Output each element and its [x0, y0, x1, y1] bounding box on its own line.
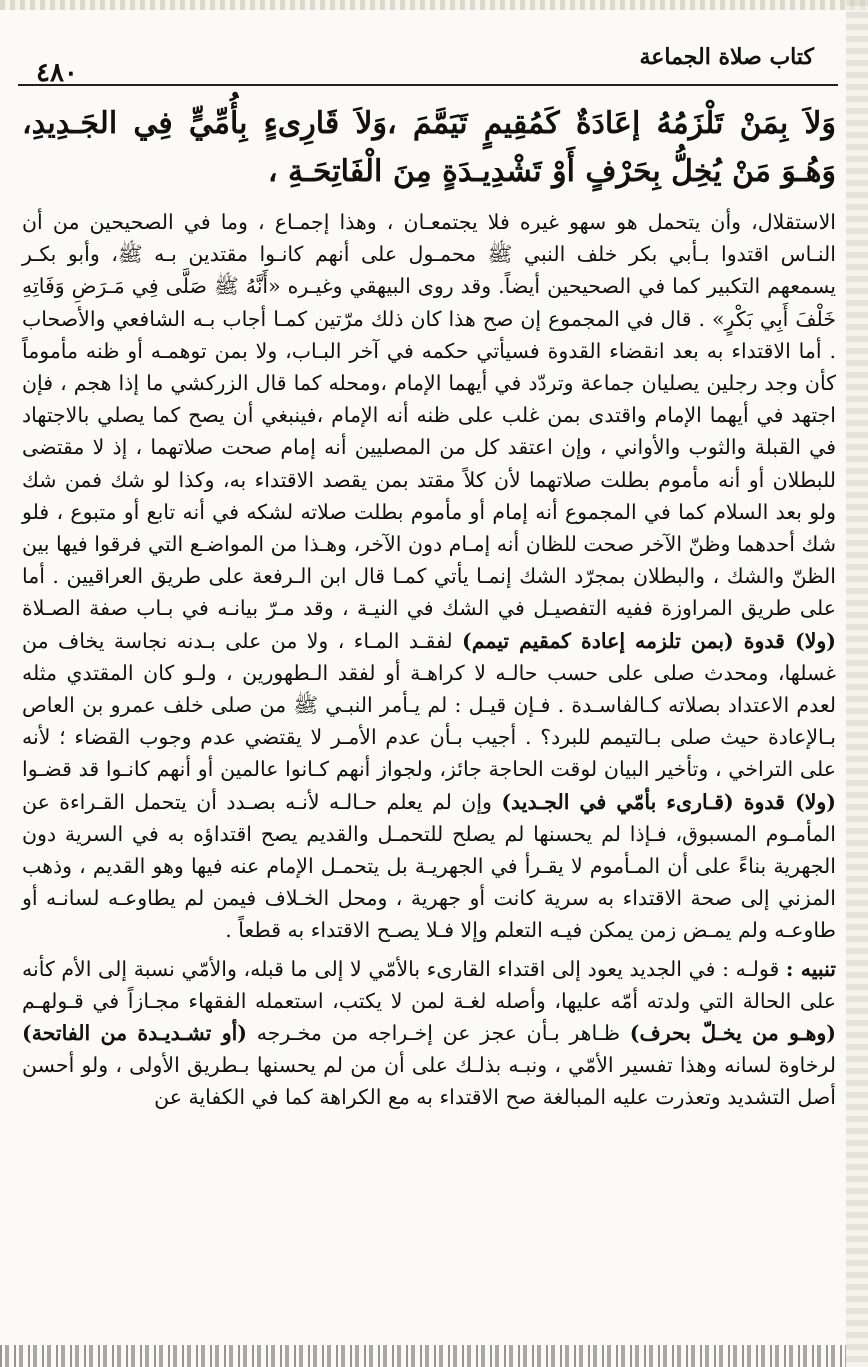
side-ornament-border: [846, 0, 868, 1367]
note-paragraph: [22, 953, 836, 1114]
running-header: [18, 40, 838, 88]
quoted-matn-bold: (ولا) قدوة (بمن تلزمه إعادة كمقيم تيمم): [462, 628, 836, 653]
note-segment: قولـه : في الجديد يعود إلى اقتداء القارىء بالأمّي لا إلى ما قبله، والأمّي نسبة إلى الأم كأنه على الحالة التي ولدته أمّه عليها، وأصله لغـة لمن لا يكتب، استعمله الفقهاء مجـازاً في قـولهـم: [22, 956, 836, 1013]
header-rule: [18, 84, 838, 86]
quoted-matn-bold: (أو تشـديـدة من الفاتحة): [22, 1021, 248, 1046]
quoted-matn-bold: (ولا) قدوة (قـارىء بأمّي في الجـديد): [501, 789, 836, 814]
top-ornament-border: [0, 0, 868, 10]
commentary-segment: لفقـد المـاء ، ولا من على بـدنه نجاسة يخاف من غسلها، ومحدث صلى على حسب حالـه لا كراهـة أو لفقد الـطهورين ، ولـو كان المقتدي مثله لعدم الاعتداد بصلاته كـالفاسـدة . فـإن قيـل : لم يـأمر النبـي ﷺ من صلى خلف عمرو بن العاص بـالإعادة حيث صلى بـالتيمم للبرد؟ . أجيب بـأن عدم الأمـر لا يقتضي عدم وجوب القضاء ؛ لأنه على التراخي ، وتأخير البيان لوقت الحاجة جائز، ولجواز أنهم كـانوا عالمين أو أنهم كانـوا قد قضـوا: [22, 628, 836, 782]
commentary-segment: وإن لم يعلم حـالـه لأنـه بصـدد أن يتحمل القـراءة عن المأمـوم المسبوق، فـإذا لم يحسنها لم يصلح للتحمـل والقديم يصح اقتداؤه به في السرية دون الجهرية بناءً على أن المـأموم لا يقـرأ في الجهريـة بل يتحمـل الإمام عنه فيها وهو القديم ، وذهب المزني إلى صحة الاقتداء به سرية كانت أو جهرية ، ومحل الخـلاف فيمن لم يطاوعـه لسانـه أو طاوعـه ولم يمـض زمن يمكن فيـه التعلم وإلا فـلا يصـح الاقتداء به قطعاً .: [22, 789, 836, 943]
bottom-ornament-border: [0, 1345, 846, 1367]
note-segment: ظـاهر بـأن عجز عن إخـراجه من مخـرجه: [247, 1021, 630, 1046]
main-text-matn: وَلاَ بِمَنْ تَلْزَمُهُ إعَادَةٌ كَمُقِيمٍ تَيَمَّمَ ،وَلاَ قَارِىءٍ بِأُمِّيٍّ فِي الجَـدِيدِ، وَهُـوَ مَنْ يُخِلُّ بِحَرْفٍ أَوْ تَشْدِيـدَةٍ مِنَ الْفَاتِحَـةِ ،: [22, 106, 836, 189]
chapter-title: كتاب صلاة الجماعة: [639, 44, 814, 70]
quoted-matn-bold: (وهـو من يخـلّ بحرف): [629, 1021, 837, 1046]
note-segment: لرخاوة لسانه وهذا تفسير الأمّي ، ونبـه بذلـك على أن من لم يحسنها بـطريق الأولى ، ولو أحسن أصل التشديد وتعذرت عليه المبالغة صح الاقتداء به مع الكراهة كما في الكفاية عن: [22, 1053, 836, 1110]
note-label: تنبيه :: [785, 956, 836, 981]
commentary-text: [22, 206, 836, 1114]
page-number: ٤٨٠: [36, 58, 78, 88]
commentary-paragraph: [22, 206, 836, 947]
commentary-segment: الاستقلال، وأن يتحمل هو سهو غيره فلا يجتمعـان ، وهذا إجمـاع ، وما في الصحيحين من أن النـاس اقتدوا بـأبي بكر خلف النبي ﷺ محمـول على أنهم كانـوا مقتدين بـه ﷺ، وأبو بكـر يسمعهم التكبير كما في الصحيحين أيضاً. وقد روى البيهقي وغيـره «أَنَّهُ ﷺ صَلَّى فِي مَـرَضِ وَفَاتِهِ خَلْفَ أَبِي بَكْرٍ» . قال في المجموع إن صح هذا كان ذلك مرّتين كمـا أجاب بـه الشافعي والأصحاب . أما الاقتداء به بعد انقضاء القدوة فسيأتي حكمه في آخر البـاب، ولا بمن توهمـه أو ظنه مأموماً كأن وجد رجلين يصليان جماعة وتردّد في أيهما الإمام ،ومحله كما قال الزركشي ما إذا هجم ، فإن اجتهد في أيهما الإمام واقتدى بمن غلب على ظنه أنه الإمام ،فينبغي أن يصح كما يصلي بالاجتهاد في القبلة والثوب والأواني ، وإن اعتقد كل من المصليين أنه إمام صحت صلاتهما ، إذ لا مقتضى للبطلان أو أنه مأموم بطلت صلاتهما لأن كلاً مقتد بمن يقصد الاقتداء به، وكذا لو شك فمن شك ولو بعد السلام كما في المجموع أنه إمام أو مأموم بطلت صلاته لشكه في أنه تابع أو متبوع ، فلو شك أحدهما وظنّ الآخر صحت للظان أنه إمـام دون الآخر، وهـذا من المواضـع التي فرقوا فيها بين الظنّ والشك ، والبطلان بمجرّد الشك إنمـا يأتي كمـا قال ابن الـرفعة على طريق العراقيين . أما على طريق المراوزة ففيه التفصيـل في الشك في النيـة ، وقد مـرّ بيانـه في بـاب صفة الصـلاة: [22, 210, 836, 621]
